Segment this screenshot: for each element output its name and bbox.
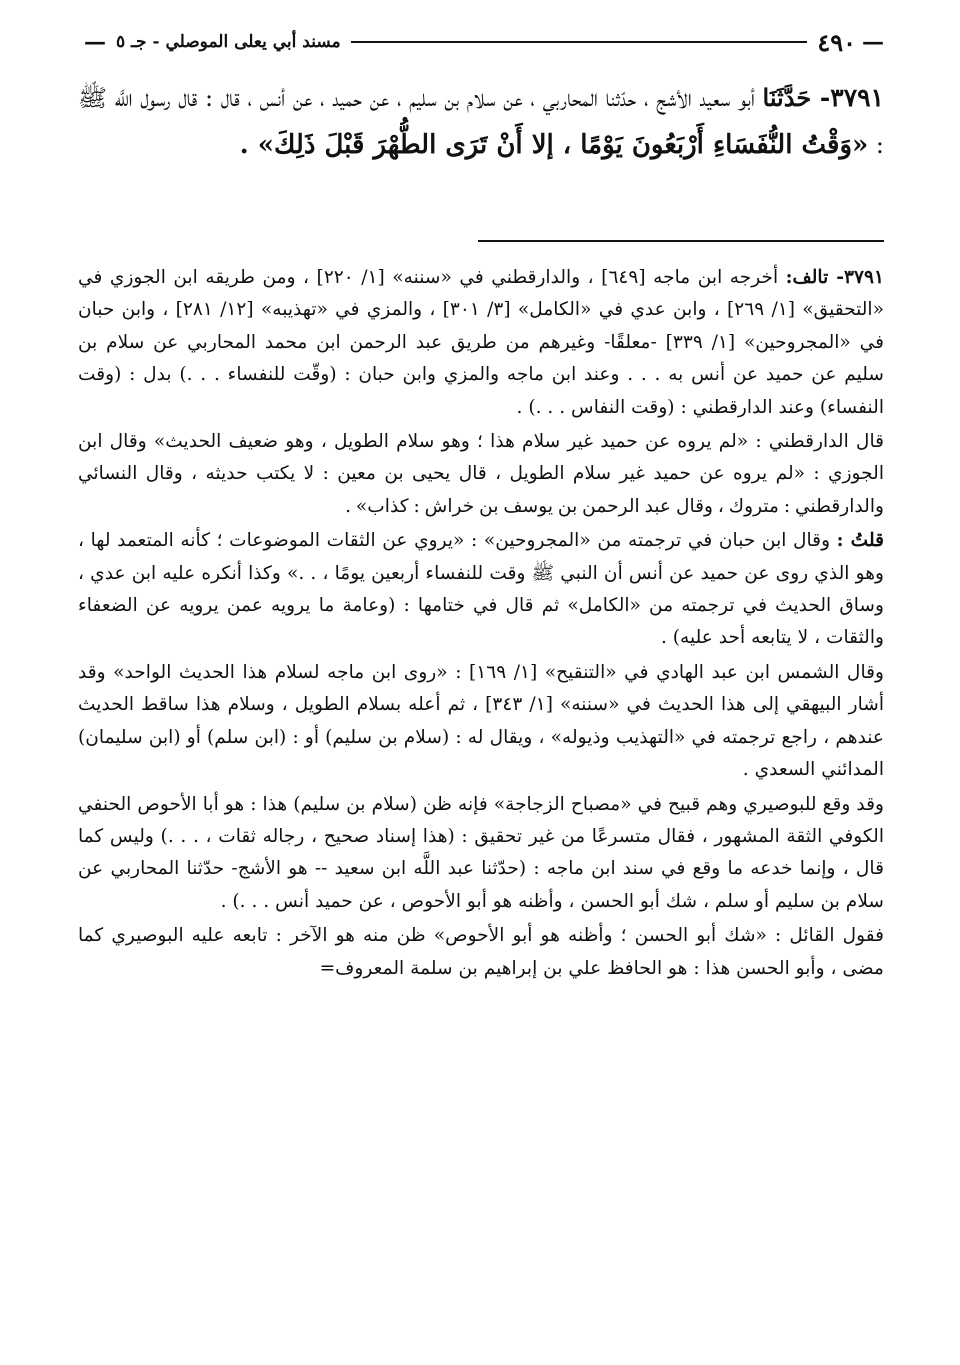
hadith-number: ٣٧٩١ bbox=[830, 83, 884, 112]
footnote-paragraph-2 bbox=[78, 426, 884, 523]
page-number: ٤٩٠ bbox=[817, 27, 856, 57]
header-dash-end: — bbox=[84, 29, 106, 55]
footnote-separator bbox=[478, 240, 884, 242]
footnote-lead: قلتُ : bbox=[836, 530, 884, 552]
footnote-text: وقد وقع للبوصيري وهم قبيح في «مصباح الزجاجة» فإنه ظن (سلام بن سليم) هذا : هو أبا الأحوص الحنفي الكوفي الثقة المشهور ، فقال متسرعًا من غير تحقيق : (هذا إسناد صحيح ، رجاله ثقات ، . . .) وليس كما قال ، وإنما خدعه ما وقع في سند ابن ماجه : (حدّثنا عبد اللَّه ابن سعيد -- هو الأشج- حدّثنا المحاربي عن سلام بن سليم أو سلم ، شك أبو الحسن ، وأظنه هو أبو الأحوص ، عن حميد أنس . . .) . bbox=[78, 793, 884, 912]
footnote-lead: ٣٧٩١- تالف: bbox=[785, 267, 884, 288]
running-header bbox=[78, 22, 884, 62]
footnote-paragraph-6 bbox=[78, 920, 884, 985]
header-dash: — bbox=[862, 29, 884, 55]
footnote-text: وقال الشمس ابن عبد الهادي في «التنقيح» [١/ ١٦٩] : «روى ابن ماجه لسلام هذا الحديث الواحد» وقد أشار البيهقي إلى هذا الحديث في «سننه» [١/ ٣٤٣] ، ثم أعله بسلام الطويل ، وسلام هذا ساقط الحديث عندهم ، راجع ترجمته في «التهذيب وذيوله» ، ويقال له : (سلام بن سليم) أو : (ابن سلم) أو (ابن سليمان) المدائني السعدي . bbox=[78, 661, 884, 781]
hadith-isnad: أبو سعيد الأشج ، حدّثنا المحاربي ، عن سلام بن سليم ، عن حميد ، عن أنس ، قال : قال رسول اللَّه ﷺ : bbox=[78, 84, 884, 159]
hadith-matn: «وَقْتُ النُّفَسَاءِ أَرْبَعُونَ يَوْمًا ، إلا أَنْ تَرَى الطُّهْرَ قَبْلَ ذَلِكَ» . bbox=[239, 130, 869, 160]
footnote-text: أخرجه ابن ماجه [٦٤٩] ، والدارقطني في «سننه» [١/ ٢٢٠] ، ومن طريقه ابن الجوزي في «التحقيق» [١/ ٢٦٩] ، وابن عدي في «الكامل» [٣/ ٣٠١] ، والمزي في «تهذيبه» [١٢/ ٢٨١] ، وابن حبان في «المجروحين» [١/ ٣٣٩] -معلقًا- وغيرهم من طريق عبد الرحمن ابن محمد المحاربي عن سلام بن سليم عن حميد عن أنس به . . . وعند ابن ماجه والمزي وابن حبان : (وقّت للنفساء . . .) بدل : (وقت النفساء) وعند الدارقطني : (وقت النفاس . . .) . bbox=[78, 267, 884, 418]
hadith-text: ٣٧٩١- حَدَّثَنَا أبو سعيد الأشج ، حدّثنا المحاربي ، عن سلام بن سليم ، عن حميد ، عن أنس ، قال : قال رسول اللَّه ﷺ : «وَقْتُ النُّفَسَاءِ أَرْبَعُونَ يَوْمًا ، إلا أَنْ تَرَى الطُّهْرَ قَبْلَ ذَلِكَ» . bbox=[78, 83, 884, 160]
hadith-haddathana: حَدَّثَنَا bbox=[762, 83, 812, 112]
footnote-text: قال الدارقطني : «لم يروه عن حميد غير سلام هذا ؛ وهو سلام الطويل ، وهو ضعيف الحديث» وقال ابن الجوزي : «لم يروه عن حميد غير سلام الطويل ، قال يحيى بن معين : لا يكتب حديثه ، وقال النسائي والدارقطني : متروك ، وقال عبد الرحمن بن يوسف بن خراش : كذاب» . bbox=[78, 431, 884, 517]
footnote-text: فقول القائل : «شك أبو الحسن ؛ وأظنه هو أبو الأحوص» ظن منه هو الآخر : تابعه عليه البوصيري كما مضى ، وأبو الحسن هذا : هو الحافظ علي بن إبراهيم بن سلمة المعروف= bbox=[78, 925, 884, 979]
footnote-paragraph-3 bbox=[78, 525, 884, 655]
footnotes bbox=[78, 262, 884, 987]
footnote-paragraph-1 bbox=[78, 262, 884, 424]
footnote-paragraph-5 bbox=[78, 789, 884, 919]
book-title: مسند أبي يعلى الموصلي - جـ ٥ bbox=[116, 32, 341, 52]
footnote-paragraph-4 bbox=[78, 657, 884, 787]
header-rule bbox=[351, 41, 808, 43]
footnote-text: وقال ابن حبان في ترجمته من «المجروحين» : «يروي عن الثقات الموضوعات ؛ كأنه المتعمد لها ، وهو الذي روى عن حميد عن أنس أن النبي ﷺ وقت للنفساء أربعين يومًا ، . .» وكذا أنكره عليه ابن عدي ، وساق الحديث في ترجمته من «الكامل» ثم قال في ختامها : (وعامة ما يرويه عمن يرويه عن الضعفاء والثقات ، لا يتابعه أحد عليه) . bbox=[78, 530, 884, 649]
